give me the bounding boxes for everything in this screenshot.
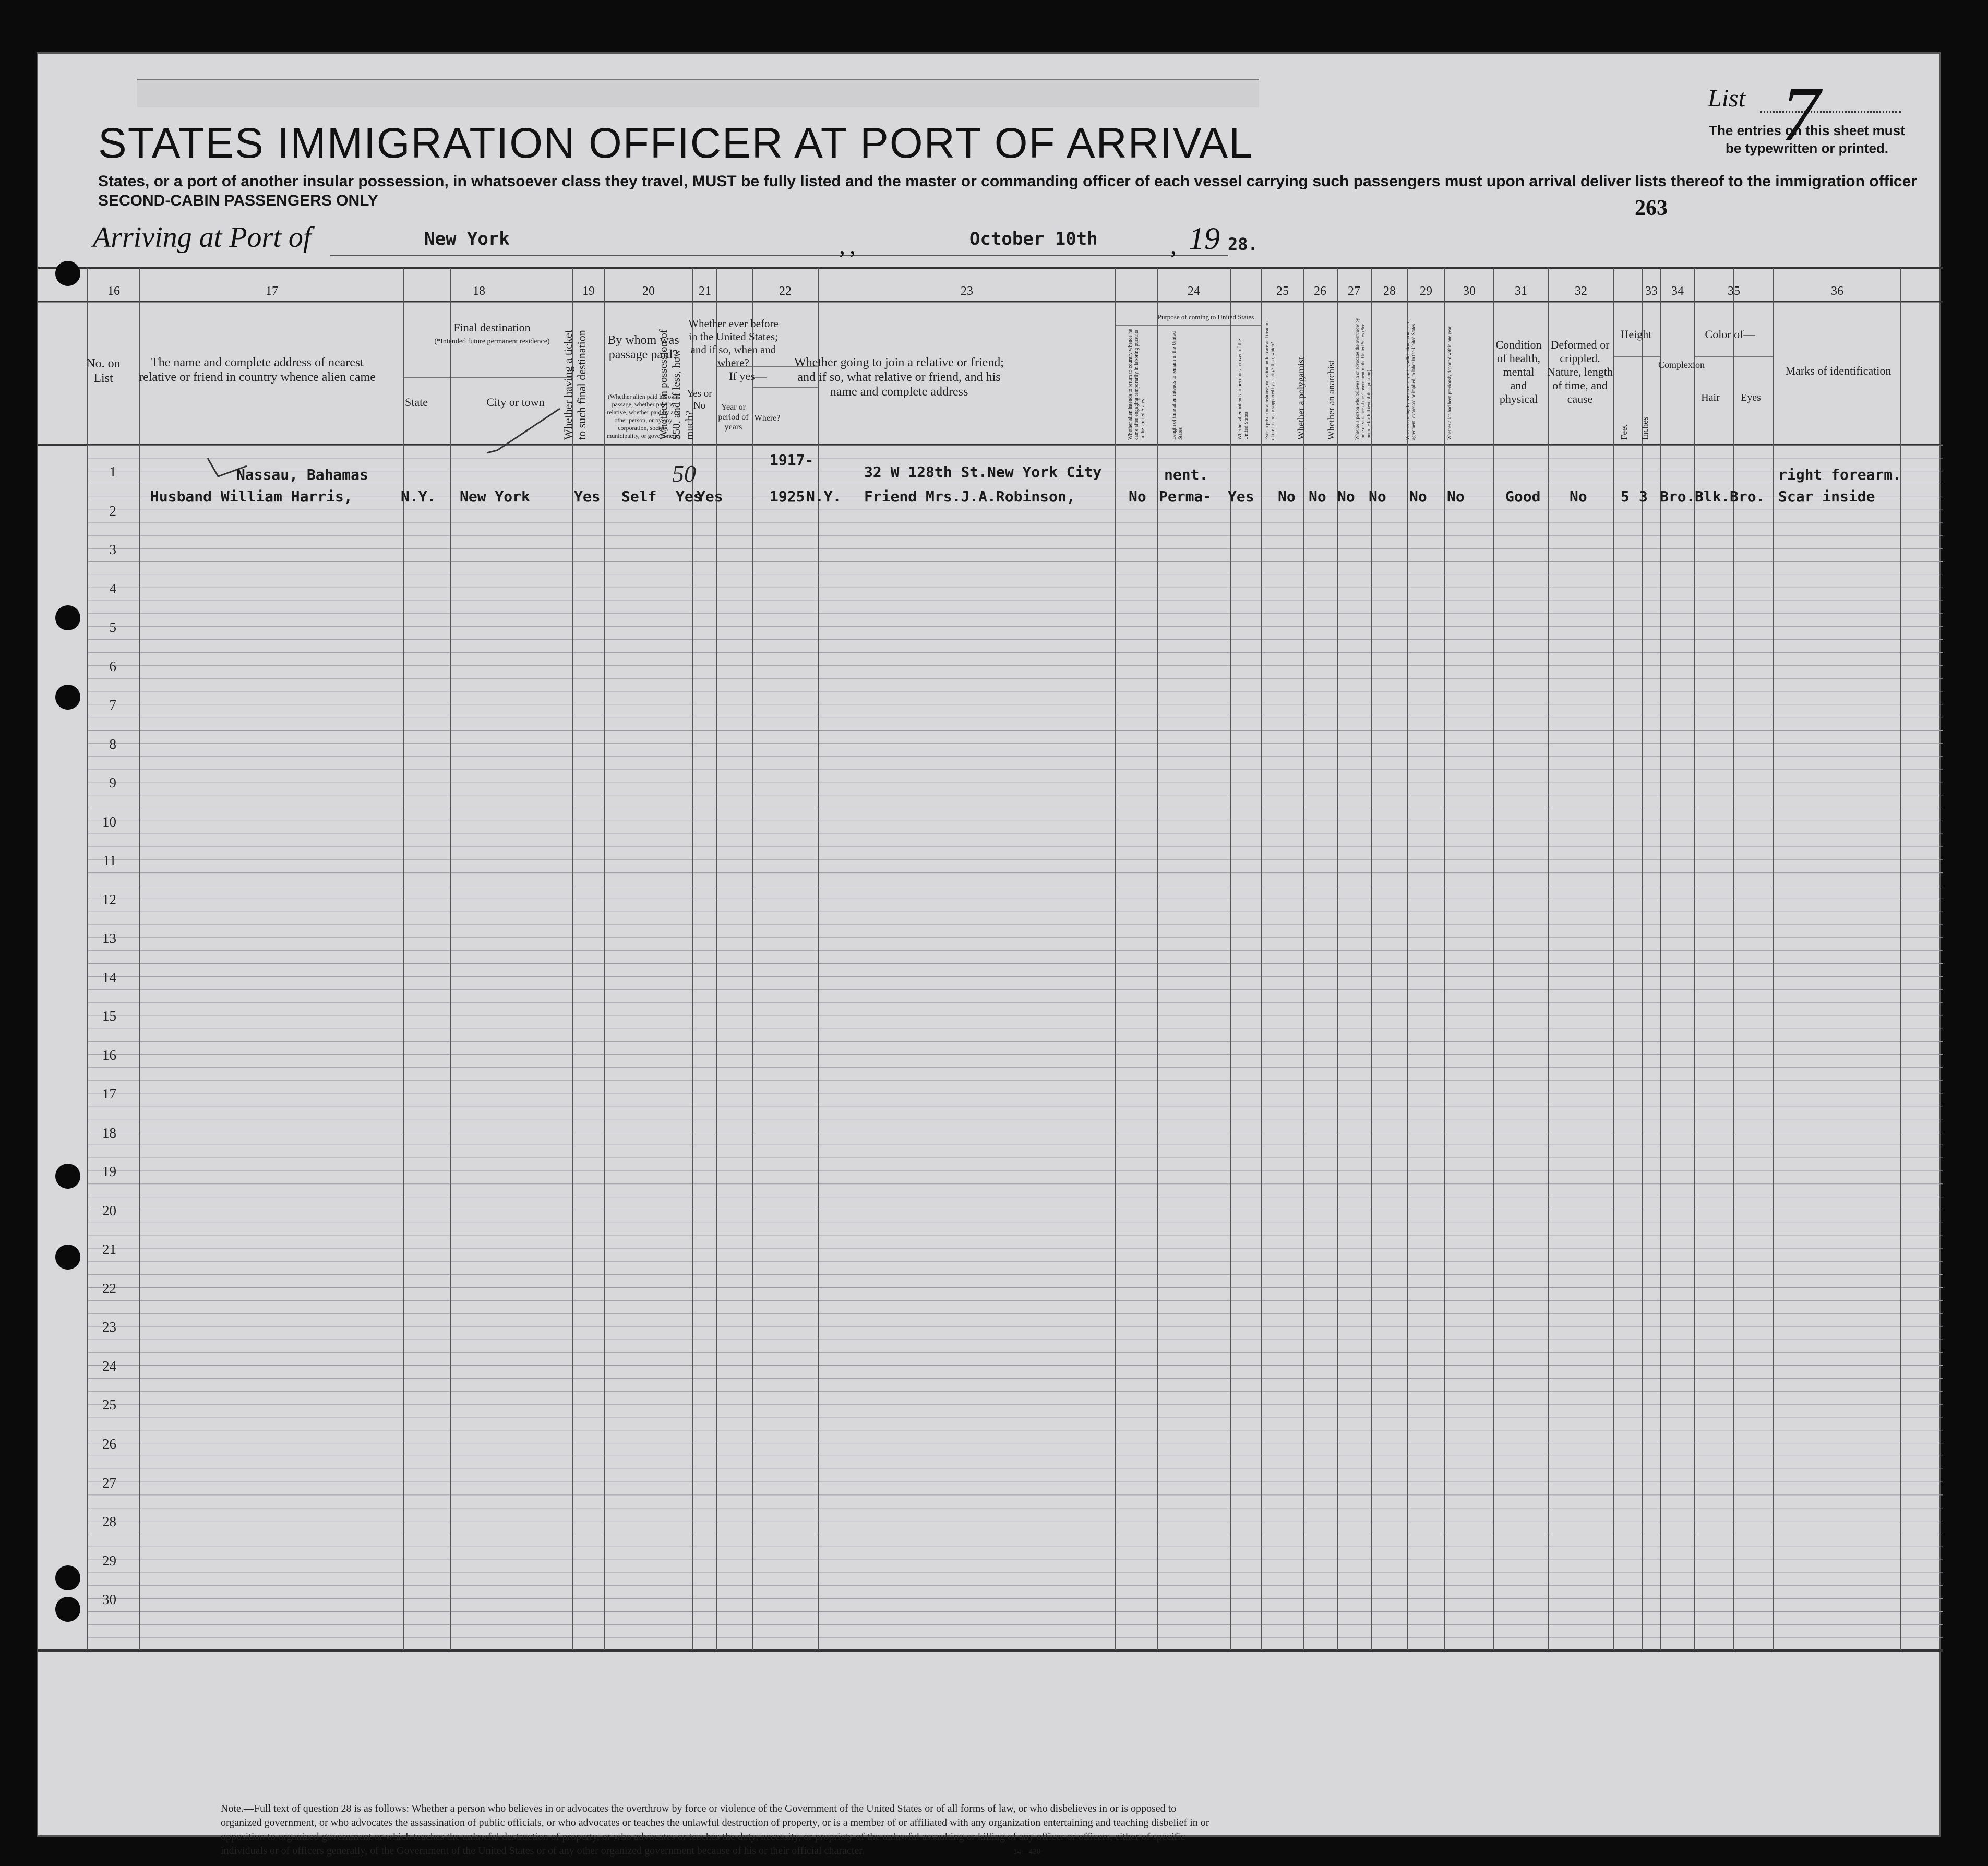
page-title: STATES IMMIGRATION OFFICER AT PORT OF ARRIVAL xyxy=(98,119,1254,167)
column-number: 18 xyxy=(473,284,485,298)
binder-hole xyxy=(55,1565,80,1590)
header-where: Where? xyxy=(754,414,781,423)
entry-possession: Yes xyxy=(676,488,702,505)
row-number: 9 xyxy=(109,775,116,791)
header-marks: Marks of identification xyxy=(1785,364,1891,377)
row-number: 6 xyxy=(109,658,116,674)
header-deformed: Deformed or crippled. Nature, length of time, and cause xyxy=(1547,338,1613,405)
row-number: 5 xyxy=(109,619,116,636)
entry-money-handwritten: 50 xyxy=(672,460,696,487)
entries-note-line1: The entries on this sheet must xyxy=(1709,123,1905,138)
row-number: 8 xyxy=(109,736,116,752)
row-number: 22 xyxy=(102,1280,116,1296)
binder-hole xyxy=(55,605,80,630)
header-state: State xyxy=(405,396,428,409)
row-number: 27 xyxy=(102,1475,116,1491)
header-possession: Whether in possession of $50, and if less, how much? xyxy=(657,329,696,440)
entry-q28: No xyxy=(1369,488,1386,505)
entry-q29: No xyxy=(1409,488,1427,505)
column-number: 26 xyxy=(1314,284,1326,298)
column-number: 29 xyxy=(1420,284,1432,298)
entry-deformed: No xyxy=(1570,488,1587,505)
row-number: 16 xyxy=(102,1047,116,1063)
row-number: 11 xyxy=(103,853,116,869)
entry-marks-line1: right forearm. xyxy=(1778,466,1902,483)
binder-hole xyxy=(55,1164,80,1189)
entry-city: New York xyxy=(460,488,530,505)
column-number: 19 xyxy=(582,284,595,298)
port-value: New York xyxy=(424,229,510,249)
entries-note-line2: be typewritten or printed. xyxy=(1725,140,1889,156)
column-number: 17 xyxy=(266,284,278,298)
top-strip xyxy=(137,79,1259,107)
row-number: 17 xyxy=(102,1086,116,1102)
row-number: 15 xyxy=(102,1008,116,1024)
header-purpose-citizen: Whether alien intends to become a citizen of the United States xyxy=(1237,339,1249,440)
row-number: 28 xyxy=(102,1514,116,1530)
entry-years-line1: 1917- xyxy=(770,451,814,469)
entry-feet: 5 xyxy=(1621,488,1630,505)
column-number: 34 xyxy=(1671,284,1684,298)
row-number: 3 xyxy=(109,542,116,558)
entry-before: Yes xyxy=(697,488,723,505)
entry-citizen: Yes xyxy=(1228,488,1254,505)
header-purpose-return: Whether alien intends to return to country whence he came after engaging temporarily in laboring pursuits in the United States xyxy=(1128,329,1146,440)
header-final-destination: Final destination xyxy=(453,321,531,334)
binder-hole xyxy=(55,1245,80,1270)
header-color-of: Color of— xyxy=(1705,328,1755,341)
binder-hole xyxy=(55,1597,80,1622)
header-q30: Whether alien had been previously deported within one year xyxy=(1447,326,1452,440)
header-hair: Hair xyxy=(1701,392,1720,403)
header-no-on-list: No. on List xyxy=(86,357,121,385)
entry-health: Good xyxy=(1505,488,1541,505)
entry-hair: Blk. xyxy=(1695,488,1730,505)
header-by-whom-note: (Whether alien paid his own passage, whether paid by relative, whether paid by any other person, or by any corporation, society, municipality, or government) xyxy=(606,393,680,439)
header-final-destination-note: (*Intended future permanent residence) xyxy=(434,338,550,345)
entry-paid-by: Self xyxy=(621,488,657,505)
entry-return: No xyxy=(1129,488,1146,505)
column-number: 22 xyxy=(779,284,792,298)
row-number: 19 xyxy=(102,1164,116,1180)
row-number: 21 xyxy=(102,1241,116,1258)
header-eyes: Eyes xyxy=(1741,392,1761,403)
year-suffix: 28. xyxy=(1228,234,1258,254)
check-mark xyxy=(487,409,560,453)
header-anarchist: Whether an anarchist xyxy=(1326,360,1336,440)
row-number: 2 xyxy=(109,503,116,519)
form-code: 14—430 xyxy=(1013,1848,1041,1856)
entry-years-line2: 1925 xyxy=(770,488,805,505)
row-number: 13 xyxy=(102,930,116,947)
header-feet: Feet xyxy=(1619,424,1629,440)
entry-where: N.Y. xyxy=(806,488,842,505)
header-ever-before: Whether ever before in the United States; and if so, when and where? xyxy=(688,317,779,369)
entry-marks-line2: Scar inside xyxy=(1778,488,1875,505)
column-number: 24 xyxy=(1188,284,1200,298)
row-number: 14 xyxy=(102,969,116,985)
entries-note xyxy=(1661,122,1953,157)
row-number: 12 xyxy=(102,891,116,907)
row-number: 1 xyxy=(109,464,116,480)
list-label: List xyxy=(1708,85,1746,112)
date-value: October 10th xyxy=(969,229,1098,249)
column-number: 32 xyxy=(1575,284,1587,298)
row-number: 23 xyxy=(102,1319,116,1335)
footnote-text: Note.—Full text of question 28 is as follows: Whether a person who believes in or advocates the overthrow by force or violence of the Government of the United States or of all forms of law, or who disbelieves in or is opposed to organized government, or who advocates the assassination of public officials, or who advocates or teaches the unlawful destruction of property, or is a member of or affiliated with any organization entertaining and teaching disbelief in or opposition to organized government or which teaches the unlawful destruction of property, or who advocates or teaches the duty, necessity, or propriety of the unlawful assaulting or killing of any officer or officers, either of specific individuals or of officers generally, of the Government of the United States or of any other organized government because of his or their official character. xyxy=(221,1803,1209,1857)
row-number: 29 xyxy=(102,1552,116,1569)
header-by-whom: By whom was passage paid? xyxy=(607,333,679,362)
entry-length-line2: Perma- xyxy=(1159,488,1212,505)
row-number: 7 xyxy=(109,697,116,713)
column-number: 33 xyxy=(1645,284,1658,298)
header-year-period: Year or period of years xyxy=(718,403,749,432)
manifest-grid xyxy=(38,54,1943,1838)
entry-polygamist: No xyxy=(1309,488,1326,505)
arriving-label: Arriving at Port of xyxy=(93,221,312,254)
year-prefix: 19 xyxy=(1189,221,1220,256)
header-inches: Inches xyxy=(1640,416,1650,440)
header-ticket: Whether having a ticket to such final destination xyxy=(561,330,588,440)
header-relative: The name and complete address of nearest relative or friend in country whence alien came xyxy=(139,356,376,384)
header-polygamist: Whether a polygamist xyxy=(1296,357,1306,440)
row-number: 25 xyxy=(102,1397,116,1413)
binder-hole xyxy=(55,685,80,710)
column-number: 27 xyxy=(1348,284,1360,298)
comma: , xyxy=(839,232,845,259)
column-number: 25 xyxy=(1276,284,1289,298)
column-number: 30 xyxy=(1463,284,1476,298)
port-line xyxy=(330,255,878,256)
column-number: 23 xyxy=(961,284,973,298)
entry-eyes: Bro. xyxy=(1730,488,1765,505)
header-prison: Ever in prison or almshouse, or institution for care and treatment of the insane, or supported by charity? If so, which? xyxy=(1264,318,1275,440)
entry-complexion: Bro. xyxy=(1660,488,1695,505)
header-complexion: Complexion xyxy=(1658,360,1705,370)
row-number: 4 xyxy=(109,580,116,596)
header-purpose: Purpose of coming to United States xyxy=(1157,313,1254,321)
column-number: 31 xyxy=(1515,284,1527,298)
column-number: 21 xyxy=(699,284,711,298)
row-number: 30 xyxy=(102,1592,116,1608)
row-number: 10 xyxy=(102,814,116,830)
row-number: 24 xyxy=(102,1358,116,1374)
entry-relative-line2: Husband William Harris, xyxy=(150,488,353,505)
row-number: 26 xyxy=(102,1436,116,1452)
entry-length-line1: nent. xyxy=(1164,466,1208,483)
header-purpose-length: Length of time alien intends to remain in the United States xyxy=(1171,331,1183,440)
comma: , xyxy=(1170,232,1177,259)
entry-inches: 3 xyxy=(1639,488,1648,505)
header-height: Height xyxy=(1620,328,1652,341)
header-yes-or-no: Yes or No xyxy=(687,388,712,411)
entry-relative-line1: Nassau, Bahamas xyxy=(236,466,368,483)
manifest-sheet xyxy=(37,52,1941,1857)
entry-state: N.Y. xyxy=(401,488,436,505)
list-number: 7 xyxy=(1781,71,1820,158)
column-number: 36 xyxy=(1831,284,1843,298)
entry-ticket: Yes xyxy=(574,488,601,505)
entry-prison: No xyxy=(1278,488,1296,505)
instruction-text: States, or a port of another insular possession, in whatsoever class they travel, MUST be fully listed and the master or commanding officer of each vessel carrying such passengers must upon arrival deliver lists thereof to the immigration officer xyxy=(98,173,1917,190)
header-q28: Whether a person who believes in or advocates the overthrow by force or violence of the Government of the United States (See footnote for full text of this question) xyxy=(1355,318,1371,440)
header-health: Condition of health, mental and physical xyxy=(1495,338,1542,405)
header-q29: Whether coming by reason of any offer, solicitation, promise, or agreement, expressed or implied, to labor in the United States xyxy=(1405,319,1416,440)
column-number: 16 xyxy=(107,284,120,298)
entry-anarchist: No xyxy=(1337,488,1355,505)
header-city: City or town xyxy=(486,396,545,409)
binder-hole xyxy=(55,261,80,286)
entry-q30: No xyxy=(1447,488,1465,505)
footnote xyxy=(221,1802,1212,1859)
row-number: 20 xyxy=(102,1202,116,1218)
entry-joining-line1: 32 W 128th St.New York City xyxy=(864,463,1102,481)
column-number: 28 xyxy=(1383,284,1396,298)
column-number: 35 xyxy=(1728,284,1740,298)
class-label: SECOND-CABIN PASSENGERS ONLY xyxy=(98,192,378,209)
sheet-number: 263 xyxy=(1635,196,1668,220)
header-if-yes: If yes— xyxy=(729,369,767,382)
column-number: 20 xyxy=(642,284,655,298)
row-number: 18 xyxy=(102,1125,116,1141)
header-joining: Whether going to join a relative or friend; and if so, what relative or friend, and his name and complete address xyxy=(794,356,1004,399)
entry-joining-line2: Friend Mrs.J.A.Robinson, xyxy=(864,488,1075,505)
comma: , xyxy=(849,232,856,259)
